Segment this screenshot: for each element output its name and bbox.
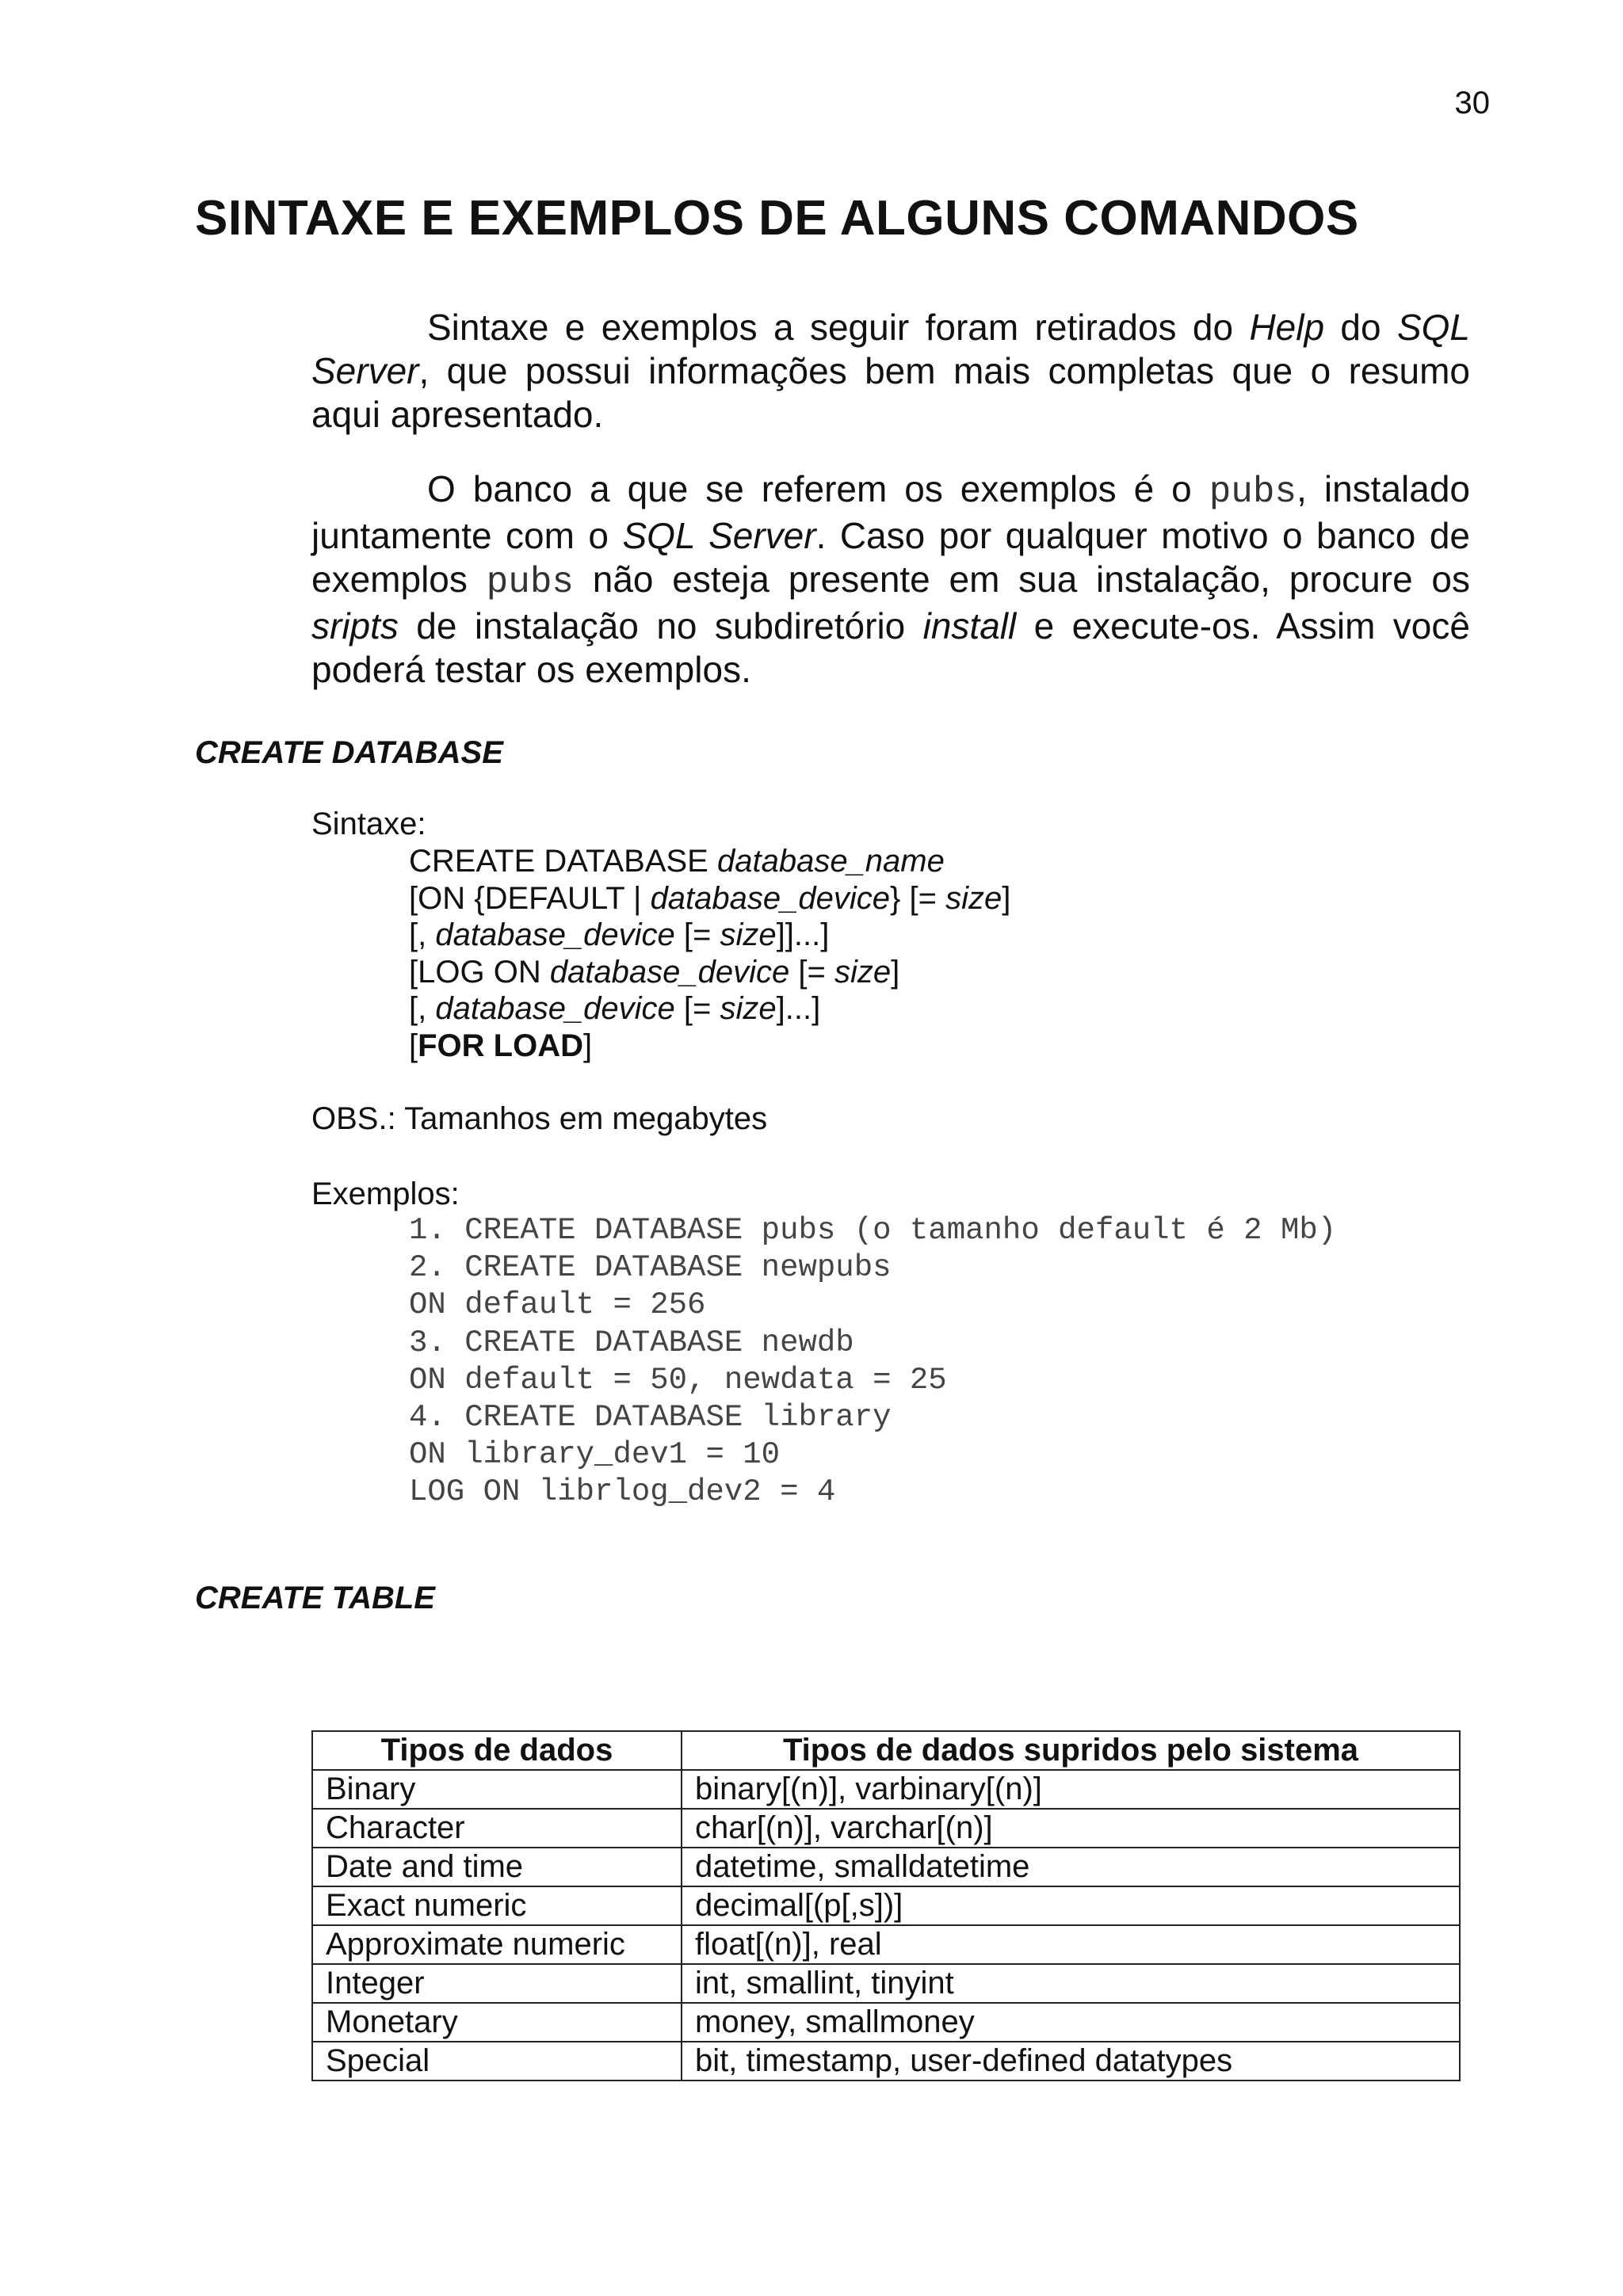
syntax-line: CREATE DATABASE database_name xyxy=(409,844,945,879)
table-cell: Date and time xyxy=(312,1848,682,1886)
intro-paragraph-2: O banco a que se referem os exemplos é o pubs, instalado juntamente com o SQL Server. Caso por qualquer motivo o banco de exemplos pubs não esteja presente em sua instalação, procure os sripts de instalação no subdiretório install e execute-os. Assim você poderá testar os exemplos. xyxy=(311,468,1471,690)
syntax-label: Sintaxe: xyxy=(311,807,426,841)
code-line: 3. CREATE DATABASE newdb xyxy=(409,1325,854,1360)
page-title: SINTAXE E EXEMPLOS DE ALGUNS COMANDOS xyxy=(195,191,1359,246)
syntax-line: [ON {DEFAULT | database_device} [= size] xyxy=(409,880,1011,916)
examples-label: Exemplos: xyxy=(311,1177,460,1211)
section-heading-create-table: CREATE TABLE xyxy=(195,1581,435,1615)
syntax-line: [FOR LOAD] xyxy=(409,1028,593,1063)
code-examples xyxy=(409,1212,1336,1512)
code-line: ON library_dev1 = 10 xyxy=(409,1437,781,1473)
table-cell: Integer xyxy=(312,1964,682,2003)
intro-paragraph-1: Sintaxe e exemplos a seguir foram retirados do Help do SQL Server, que possui informações bem mais completas que o resumo aqui apresentado. xyxy=(311,307,1470,435)
table-cell: binary[(n)], varbinary[(n)] xyxy=(682,1770,1460,1809)
code-line: 4. CREATE DATABASE library xyxy=(409,1400,892,1436)
table-cell: Binary xyxy=(312,1770,682,1809)
code-line: ON default = 50, newdata = 25 xyxy=(409,1362,947,1398)
table-row xyxy=(312,1925,1460,1964)
table-row xyxy=(312,1848,1460,1886)
code-line: LOG ON librlog_dev2 = 4 xyxy=(409,1474,836,1510)
table-cell: decimal[(p[,s])] xyxy=(682,1886,1460,1925)
table-row xyxy=(312,1809,1460,1848)
table-cell: float[(n)], real xyxy=(682,1925,1460,1964)
code-line: 2. CREATE DATABASE newpubs xyxy=(409,1250,892,1286)
table-header-row xyxy=(312,1731,1460,1770)
table-cell: money, smallmoney xyxy=(682,2003,1460,2042)
table-row xyxy=(312,2042,1460,2081)
table-row xyxy=(312,1886,1460,1925)
table-cell: Monetary xyxy=(312,2003,682,2042)
code-line: ON default = 256 xyxy=(409,1287,706,1323)
syntax-line: [, database_device [= size]]...] xyxy=(409,917,830,952)
table-row xyxy=(312,2003,1460,2042)
table-cell: Character xyxy=(312,1809,682,1848)
table-cell: int, smallint, tinyint xyxy=(682,1964,1460,2003)
table-header-cell: Tipos de dados xyxy=(312,1731,682,1770)
table-cell: Approximate numeric xyxy=(312,1925,682,1964)
syntax-block xyxy=(409,843,1010,1064)
obs-note: OBS.: Tamanhos em megabytes xyxy=(311,1101,768,1136)
table-row xyxy=(312,1770,1460,1809)
data-types-table xyxy=(311,1730,1461,2081)
page-number: 30 xyxy=(1454,86,1490,120)
table-cell: Special xyxy=(312,2042,682,2081)
table-cell: Exact numeric xyxy=(312,1886,682,1925)
table-cell: char[(n)], varchar[(n)] xyxy=(682,1809,1460,1848)
table-cell: bit, timestamp, user-defined datatypes xyxy=(682,2042,1460,2081)
table-row xyxy=(312,1964,1460,2003)
syntax-line: [, database_device [= size]...] xyxy=(409,991,821,1026)
table-cell: datetime, smalldatetime xyxy=(682,1848,1460,1886)
table-header-cell: Tipos de dados supridos pelo sistema xyxy=(682,1731,1460,1770)
code-line: 1. CREATE DATABASE pubs (o tamanho default é 2 Mb) xyxy=(409,1213,1337,1248)
section-heading-create-database: CREATE DATABASE xyxy=(195,735,503,770)
syntax-line: [LOG ON database_device [= size] xyxy=(409,954,900,990)
